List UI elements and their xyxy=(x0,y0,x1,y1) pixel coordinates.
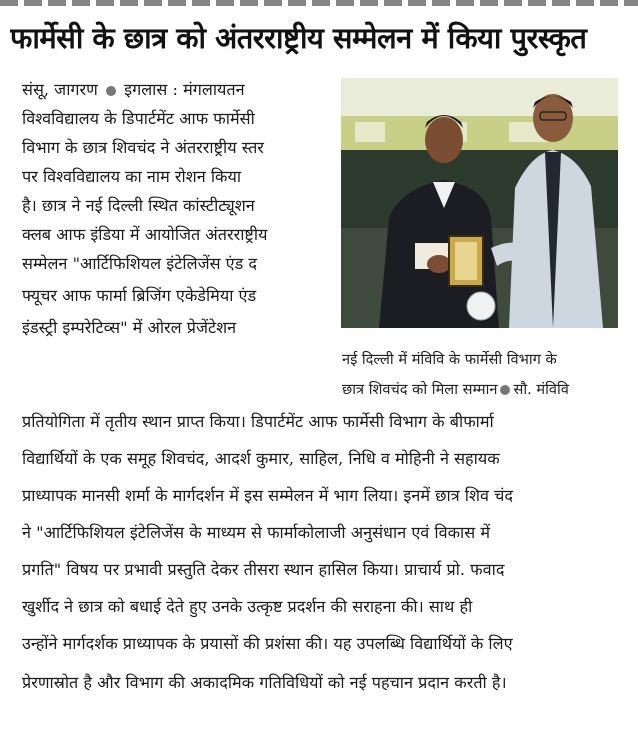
article-line: प्रेरणास्रोत है और विभाग की अकादमिक गतिविधियों को नई पहचान प्रदान करती है। xyxy=(22,673,507,692)
article-line: उन्होंने मार्गदर्शक प्राध्यापक के प्रयासों की प्रशंसा की। यह उपलब्धि विद्यार्थियों के लिए xyxy=(22,634,513,653)
article-line: इंडस्ट्री इम्परेटिव्स" में ओरल प्रेजेंटेशन xyxy=(22,318,237,337)
article-line: ने "आर्टिफिशियल इंटेलिजेंस के माध्यम से फार्माकोलाजी अनुसंधान एवं विकास में xyxy=(22,523,491,542)
article-line: विभाग के छात्र शिवचंद ने अंतरराष्ट्रीय स्तर xyxy=(22,138,264,157)
photo-caption-line xyxy=(342,376,632,404)
article-line: फ्यूचर आफ फार्मा ब्रिजिंग एकेडेमिया एंड xyxy=(22,286,257,305)
news-photo xyxy=(341,78,618,328)
article-line: है। छात्र ने नई दिल्ली स्थित कांस्टीट्यूशन xyxy=(22,196,255,215)
article-line: खुर्शीद ने छात्र को बधाई देते हुए उनके उत्कृष्ट प्रदर्शन की सराहना की। साथ ही xyxy=(22,597,473,616)
article-line: प्रगति" विषय पर प्रभावी प्रस्तुति देकर तीसरा स्थान हासिल किया। प्राचार्य प्रो. फवाद xyxy=(22,560,505,579)
article-line: क्लब आफ इंडिया में आयोजित अंतरराष्ट्रीय xyxy=(22,225,268,244)
article-line: प्राध्यापक मानसी शर्मा के मार्गदर्शन में इस सम्मेलन में भाग लिया। इनमें छात्र शिव चंद xyxy=(22,486,514,505)
article-line: सम्मेलन "आर्टिफिशियल इंटेलिजेंस एंड द xyxy=(22,254,258,273)
bullet-icon xyxy=(106,86,116,96)
byline-source: संसू, जागरण xyxy=(22,80,98,99)
article-line: प्रतियोगिता में तृतीय स्थान प्राप्त किया। डिपार्टमेंट आफ फार्मेसी विभाग के बीफार्मा xyxy=(22,412,494,431)
article-line: मंगलायतन xyxy=(183,80,245,99)
photo-caption-line: नई दिल्ली में मंविवि के फार्मेसी विभाग के xyxy=(342,351,557,368)
photo-credit: सौ. मंविवि xyxy=(513,381,569,398)
article-line: विद्यार्थियों के एक समूह शिवचंद, आदर्श कुमार, साहिल, निधि व मोहिनी ने सहायक xyxy=(22,449,500,468)
article-line: पर विश्वविद्यालय का नाम रोशन किया xyxy=(22,167,242,186)
caption-text: छात्र शिवचंद को मिला सम्मान xyxy=(342,381,498,398)
article-line: विश्वविद्यालय के डिपार्टमेंट आफ फार्मेसी xyxy=(22,109,255,128)
headline: फार्मेसी के छात्र को अंतरराष्ट्रीय सम्मेलन में किया पुरस्कृत xyxy=(10,21,587,55)
bullet-icon xyxy=(500,385,510,395)
top-rule xyxy=(0,0,638,6)
byline-place: इगलास : xyxy=(124,80,178,99)
byline-line xyxy=(22,76,332,104)
